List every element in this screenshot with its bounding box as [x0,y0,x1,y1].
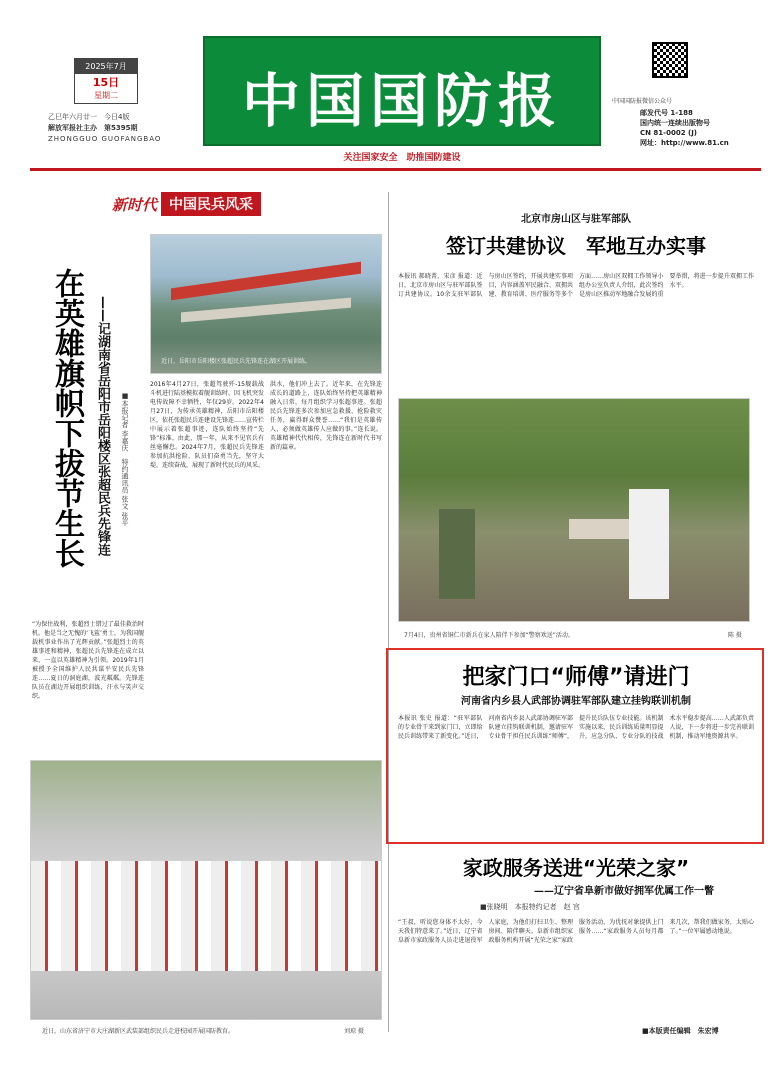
story3-subhead: 河南省内乡县人武部协调驻军部队建立挂钩联训机制 [461,696,691,707]
story4-byline: ■张晓明 本报特约记者 赵 宫 [480,903,580,911]
story3-body: 本报讯 张史 报道：“驻军部队的专业骨干来到家门口，立即给民兵训练带来了新变化。”近日，河南省内乡县人武部协调驻军部队建立挂钩联训机制，邀请驻军专业骨干担任民兵训练“师傅”，提升民兵队伍专业技能。该机制实施以来，民兵训练质量明显提升，应急分队、专业分队的技战术水平稳步提高……人武部负责人说，下一步将进一步完善联训机制，推动军地资源共享。 [398,715,754,740]
story2-body: 本报讯 郝晓菁、宋彦 报道：近日，北京市房山区与驻军部队签订共建协议。10余支驻军部队与房山区签约，开展共建实事项目，内容涵盖军民融合、双拥共建、教育培训、医疗服务等多个方面……房山区双拥工作领导小组办公室负责人介绍，此次签约是房山区推动军地融合发展的重要举措，将进一步提升双拥工作水平。 [398,273,754,298]
story4-subhead: ——辽宁省阜新市做好拥军优属工作一瞥 [534,886,714,897]
publisher: 解放军报社主办 [48,124,97,132]
masthead-rule [30,168,761,171]
cn-number: CN 81-0002 (J) [640,129,698,137]
issue-info [48,112,188,145]
story4-body: “王叔，听说您身体不太好，今天我们特意来了。”近日，辽宁省阜新市家政服务人员走进退役军人家庭，为他们打扫卫生、整理房间、陪伴聊天。阜新市组织家政服务机构开展“光荣之家”家政服务活动，为优抚对象提供上门服务……“家政服务人员每月都来几次，帮我们做家务，太贴心了。”一位军属感动地说。 [398,919,754,944]
lead-body-left: “为保住战利，张超烈士错过了最佳救治时机。他是当之无愧的‘飞鲨’勇士，为我国舰载机事业作出了光辉贡献。”张超烈士的英雄事迹和精神，张超民兵先锋连在成立以来，一直以英雄精神为引领。2019年1月被授予全国维护人民共谋平安民兵先锋连……夏日的洞庭湖，波光粼粼。先锋连队员在湖边开展组织训练，汗水与笑声交织。 [32,621,144,700]
story2-photo [398,398,750,622]
date-box [74,58,138,104]
lead-body-mid: 2016年4月27日，张超驾驶歼-15舰载战斗机进行陆基模拟着舰训练时，因飞机突发电传故障不幸牺牲，年仅29岁。2022年4月27日，为传承英雄精神，岳阳市岳阳楼区，依托张超民兵连建设先锋连……宣传栏中展示着张超事迹，连队始终坚持“先锋”标准。由此，那一年，从来不见官兵有丝毫懈怠。2024年7月，张超民兵先锋连参加抗洪抢险，队员们奋勇当先，坚守大堤，连续奋战，展现了新时代民兵的风采。 [150,381,264,469]
lead-byline: ■本报记者 李嘉庆 特约通讯员 张文 张平 [121,392,129,526]
issue-number: 第5395期 [104,124,138,132]
column-divider [388,192,389,1032]
pinyin-title: ZHONGGUO GUOFANGBAO [48,135,162,143]
page-editor: ■本版责任编辑 朱宏博 [642,1027,719,1035]
column-badge-label: 中国民兵风采 [161,192,261,216]
column-badge [112,192,261,216]
lunar-date: 乙巳年六月廿一 [48,113,97,121]
lead-photo-students [30,760,382,1020]
date-day: 15日 [92,76,120,89]
qr-code-icon [652,42,688,78]
column-badge-new: 新时代 [112,195,158,214]
story4-headline: 家政服务送进“光荣之家” [462,856,690,880]
logo-text: 中国国防报 [241,67,562,135]
weekday: 星期二 [94,91,118,100]
year-month: 2025年7月 [75,59,137,74]
story2-kicker: 北京市房山区与驻军部队 [521,214,631,225]
photo-caption-left: 近日，岳阳市岳阳楼区张超民兵先锋连在湖区开展训练。 [161,358,312,365]
newspaper-logo [203,36,601,146]
website: 网址：http://www.81.cn [640,139,729,147]
cn-label: 国内统一连续出版物号 [640,119,710,127]
page-count: 今日4版 [104,113,130,121]
story2-headline: 签订共建协议 军地互办实事 [446,234,706,258]
lead-headline: 在英雄旗帜下拔节生长 [49,268,84,568]
story2-photo-caption: 7月4日，贵州省铜仁市新兵在家人陪伴下参加“警察欢送”活动。 [404,632,574,639]
lead-subhead: ——记湖南省岳阳市岳阳楼区张超民兵先锋连 [95,296,110,556]
qr-caption: 中国国防报微信公众号 [612,98,673,105]
photo-caption-bottom: 近日，山东省济宁市大庄湖新区武装部组织民兵走进校园开展国防教育。 [42,1028,235,1035]
story2-photo-credit: 陈 摄 [728,632,742,639]
lead-photo-river [150,234,382,374]
postal-code: 邮发代号 1-188 [640,109,693,117]
lead-body-right: 洪水，他们冲上去了。近年来，在先锋连成长的道路上，连队始终坚持把英雄精神融入日常，每月组织学习张超事迹。张超民兵先锋连多次参加应急救援、抢险救灾任务，赢得群众赞誉……“我们是英雄传人，必须做英雄传人应做的事。”连长说。英雄精神代代相传，先锋连在新时代书写新的篇章。 [270,381,382,451]
photo-credit-bottom: 刘琼 摄 [344,1028,364,1035]
publication-codes [640,108,776,148]
slogan: 关注国家安全 助推国防建设 [343,153,461,163]
story3-headline: 把家门口“师傅”请进门 [462,665,690,690]
